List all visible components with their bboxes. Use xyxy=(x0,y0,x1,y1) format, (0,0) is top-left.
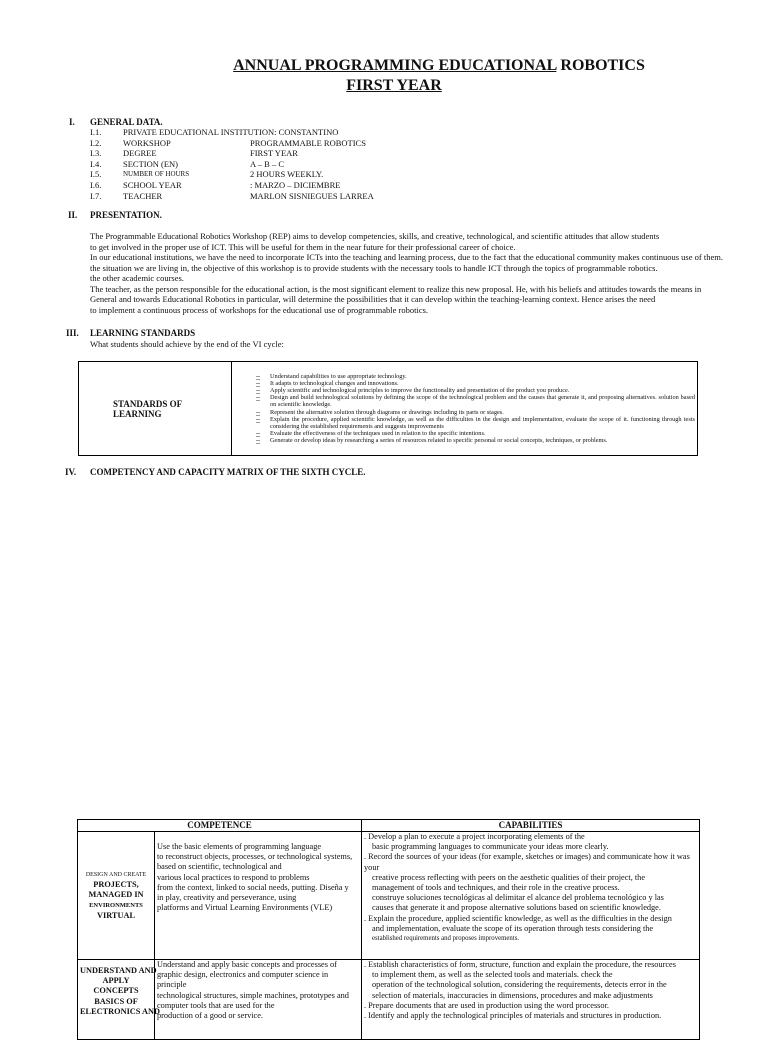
gd-label: WORKSHOP xyxy=(123,137,171,148)
gd-value: FIRST YEAR xyxy=(250,148,298,159)
row2-capability-line: selection of materials, inaccuracies in dimensions, procedures and make adjustments xyxy=(372,990,653,1000)
gd-num: I.7. xyxy=(90,190,102,201)
row2-competence-line: Understand and apply basic concepts and processes of xyxy=(157,960,337,969)
row2-label: CONCEPTS xyxy=(93,986,139,996)
standard-item: – It adapts to technological changes and innovations. – xyxy=(234,380,695,387)
row1-competence-cell xyxy=(155,832,362,960)
section-number-matrix: IV. xyxy=(65,467,77,477)
presentation-line: to get involved in the proper use of ICT. This will be useful for them in the near future for their professional career of choice. xyxy=(90,241,516,252)
row2-label: BASICS OF xyxy=(94,996,138,1006)
presentation-line: The Programmable Educational Robotics Workshop (REP) aims to develop competencies, skills, and creative, technological, and scientific attitudes that allow students xyxy=(90,231,660,241)
gd-label: TEACHER xyxy=(123,190,163,201)
gd-num: I.4. xyxy=(90,158,102,169)
row2-label: ELECTRONICS AND xyxy=(80,1006,160,1016)
gd-value: MARLON SISNIEGUES LARREA xyxy=(250,190,374,201)
row1-competence-line: platforms and Virtual Learning Environments (VLE) xyxy=(157,903,333,913)
section-heading-presentation: PRESENTATION. xyxy=(90,210,162,220)
row1-competence-line: in play, creativity and perseverance, using xyxy=(157,893,297,903)
row1-competence-line: to reconstruct objects, processes, or technological systems, xyxy=(157,852,353,862)
document-title-line1 xyxy=(0,57,768,75)
standard-item: – Design and build technological solutions by defining the scope of the technological problem and the causes that generate it, and proposing alternatives. solution based on scientific knowledge. – xyxy=(234,394,695,408)
standard-item: – Evaluate the effectiveness of the techniques used in relation to the specific intentions. – xyxy=(234,430,695,437)
row1-capability-line: and implementation, evaluate the scope of its operation through tests considering the xyxy=(372,923,654,933)
gd-value: 2 HOURS WEEKLY. xyxy=(250,169,324,180)
standard-item: – Understand capabilities to use appropriate technology. – xyxy=(234,373,695,380)
row1-label-cell xyxy=(78,832,155,960)
standards-label: STANDARDS OF xyxy=(113,398,183,409)
gd-value: PROGRAMMABLE ROBOTICS xyxy=(250,137,366,148)
section-number-standards: III. xyxy=(66,328,79,338)
gd-value xyxy=(250,127,374,138)
standards-label: LEARNING xyxy=(113,408,162,419)
row1-competence-line: Use the basic elements of programming language xyxy=(157,842,322,851)
section-number-presentation: II. xyxy=(68,210,78,220)
general-data-values xyxy=(250,127,374,201)
gd-value: A – B – C xyxy=(250,158,285,169)
row2-competence-line: graphic design, electronics and computer science in principle xyxy=(157,970,329,990)
document-title-line2: FIRST YEAR xyxy=(346,77,442,94)
section-number-general: I. xyxy=(69,117,75,127)
gd-num: I.6. xyxy=(90,179,102,190)
standards-label-cell xyxy=(79,362,232,456)
row1-capability-line: established requirements and proposes improvements. xyxy=(372,935,520,943)
row2-capability-line: . Establish characteristics of form, structure, function and explain the procedure, the resources xyxy=(364,960,676,969)
row1-label: VIRTUAL xyxy=(97,910,135,920)
row2-competence-line: production of a good or service. xyxy=(157,1011,263,1021)
gd-label: PRIVATE EDUCATIONAL INSTITUTION: CONSTANTINO xyxy=(123,127,339,137)
header-capabilities: CAPABILITIES xyxy=(362,820,700,832)
row2-competence-line: technological structures, simple machines, prototypes and xyxy=(157,990,349,1000)
competency-matrix-table xyxy=(77,819,700,1040)
gd-num: I.1. xyxy=(90,127,102,137)
gd-label: SCHOOL YEAR xyxy=(123,179,182,190)
standard-item: – Represent the alternative solution through diagrams or drawings including its parts or stages. – xyxy=(234,409,695,416)
row2-competence-line: computer tools that are used for the xyxy=(157,1000,275,1010)
standard-item: – Generate or develop ideas by researching a series of resources related to specific personal or social concepts, techniques, or problems. – xyxy=(234,437,695,444)
row1-capability-line: causes that generate it and propose alternative solutions based on scientific knowledge. xyxy=(372,903,661,913)
row1-capability-line: creative process reflecting with peers on the aesthetic qualities of their project, the xyxy=(372,872,646,882)
row1-competence-line: from the context, linked to social needs, putting. Diseña y xyxy=(157,882,349,892)
section-heading-standards: LEARNING STANDARDS xyxy=(90,328,196,338)
row1-competence-line: based on scientific, technological and xyxy=(157,862,282,872)
standards-list-cell xyxy=(232,362,698,456)
section-heading-matrix: COMPETENCY AND CAPACITY MATRIX OF THE SIXTH CYCLE. xyxy=(90,467,366,477)
row2-capability-line: . Identify and apply the technological principles of materials and structures in production. xyxy=(364,1011,662,1021)
row2-label-cell xyxy=(78,960,160,1040)
general-data-numbers xyxy=(90,127,101,201)
gd-label: DEGREE xyxy=(123,148,157,159)
row2-capability-line: . Prepare documents that are used in production using the word processor. xyxy=(364,1000,609,1010)
row2-competence-cell xyxy=(155,960,362,1040)
presentation-line: to implement a continuous process of workshops for the educational use of programmable robotics. xyxy=(90,304,429,315)
row1-capability-line: . Explain the procedure, applied scientific knowledge, as well as the difficulties in the design xyxy=(364,913,672,923)
row1-label: PROJECTS, xyxy=(93,880,139,890)
header-competence: COMPETENCE xyxy=(78,820,362,832)
row1-capability-line: construye soluciones tecnológicas al delimitar el alcance del problema tecnológico y las xyxy=(372,893,664,903)
gd-num: I.3. xyxy=(90,148,102,159)
row1-label-small: DESIGN AND CREATE xyxy=(85,871,147,878)
row2-label: UNDERSTAND AND xyxy=(80,966,157,975)
row1-label: ENVIRONMENTS xyxy=(89,901,143,909)
standards-intro: What students should achieve by the end of the VI cycle: xyxy=(90,339,284,349)
gd-num: I.5. xyxy=(90,169,102,180)
row2-capabilities-cell xyxy=(362,960,700,1040)
row1-capability-line: management of tools and techniques, and their role in the creative process. xyxy=(372,883,620,893)
gd-label: SECTION (EN) xyxy=(123,158,179,169)
row1-capability-line: . Record the sources of your ideas (for example, sketches or images) and communicate how it was your xyxy=(364,852,690,872)
presentation-line: The teacher, as the person responsible for the educational action, is the most significant element to realize this new proposal. He, with his beliefs and attitudes towards the means in xyxy=(90,283,702,294)
title-part-underlined: ANNUAL PROGRAMMING EDUCATIONAL xyxy=(233,57,557,74)
gd-label: NUMBER OF HOURS xyxy=(123,170,190,179)
row2-label: APPLY xyxy=(102,976,130,986)
gd-num: I.2. xyxy=(90,137,102,148)
row1-capability-line: basic programming languages to communicate your ideas more clearly. xyxy=(372,842,609,852)
section-heading-general: GENERAL DATA. xyxy=(90,117,163,127)
row1-competence-line: various local practices to respond to problems xyxy=(157,872,310,882)
row1-capability-line: . Develop a plan to execute a project incorporating elements of the xyxy=(364,832,585,841)
row2-capability-line: operation of the technological solution, considering the requirements, detects error in the xyxy=(372,980,667,990)
row2-capability-line: to implement them, as well as the selected tools and materials. check the xyxy=(372,970,613,980)
standards-table xyxy=(78,361,698,456)
presentation-text xyxy=(90,231,760,315)
presentation-line: the other academic courses. xyxy=(90,273,184,283)
gd-value: : MARZO – DICIEMBRE xyxy=(250,179,341,190)
title-part-plain: ROBOTICS xyxy=(556,57,645,74)
presentation-line: the situation we are living in, the objective of this workshop is to provide students with the necessary tools to handle ICT through the topics of programmable robotics. xyxy=(90,262,658,273)
standard-item: – Apply scientific and technological principles to improve the functionality and presentation of the product you produce. – xyxy=(234,387,695,394)
row1-label: MANAGED IN xyxy=(88,890,144,900)
presentation-line: General and towards Educational Robotics in particular, will determine the possibilities that it can develop within the teaching-learning context. Hence arises the need xyxy=(90,294,656,304)
row1-capabilities-cell xyxy=(362,832,700,960)
standard-item: – Explain the procedure, applied scientific knowledge, as well as the difficulties in the design and implementation, evaluate the scope of it. functioning through tests considering the established requirements and suggests improvements – xyxy=(234,416,695,430)
presentation-line: In our educational institutions, we have the need to incorporate ICTs into the teaching and learning process, due to the fact that the educational community makes continuous use of them. xyxy=(90,252,723,262)
